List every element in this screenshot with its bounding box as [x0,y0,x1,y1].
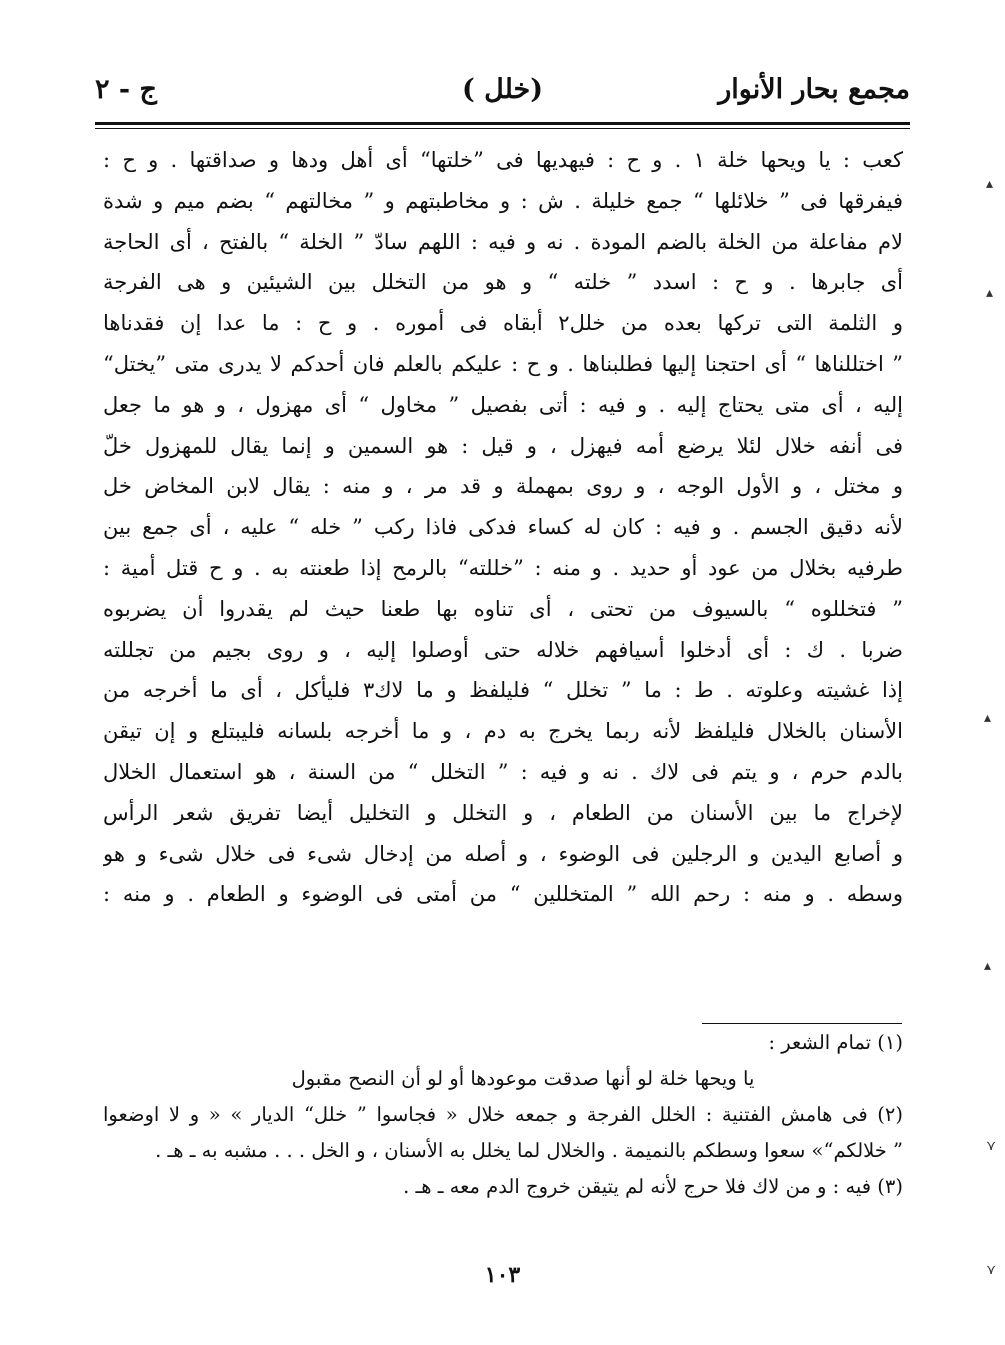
text-line: إليه ، أى متى يحتاج إليه . و فيه : أتى بفصيل ” مخاول “ أى مهزول ، و هو ما جعل [103,392,903,417]
text-line: و الثلمة التى تركها بعده من خلل٢ أبقاه فى أموره . و ح : ما عدا إن فقدناها [103,311,903,336]
margin-mark: ▴ [986,285,994,301]
margin-mark: ▴ [984,958,992,974]
text-line: لأنه دقيق الجسم . و فيه : كان له كساء فدكى فاذا ركب ” خله “ عليه ، أى جمع بين [103,515,903,540]
text-line: ضربا . ك : أى أدخلوا أسيافهم خلاله حتى أوصلوا إليه ، و روى بجيم من تجللته [103,637,903,662]
text-line: فيفرقها فى ” خلائلها “ جمع خليلة . ش : و مخاطبتهم و ” مخالتهم “ بضم ميم و شدة [103,188,903,213]
text-line: لام مفاعلة من الخلة بالضم المودة . نه و فيه : اللهم سادّ ” الخلة “ بالفتح ، أى الحاجة [103,229,903,254]
running-header [95,70,910,118]
footnote-line: ” خلالكم“» سعوا وسطكم بالنميمة . والخلال لما يخلل به الأسنان ، و الخل . . . مشبه به ـ هـ . [155,1139,903,1162]
main-text [103,140,903,915]
text-line: ” فتخللوه “ بالسيوف من تحتى ، أى تناوه بها طعنا حيث لم يقدروا أن يضربوه [103,596,903,621]
page-number: ١٠٣ [484,1262,521,1288]
text-line: الأسنان بالخلال فليلفظ لأنه ربما يخرج به دم ، و ما أخرجه بلسانه فليبتلع و إن تيقن [103,719,903,744]
text-line: طرفيه بخلال من عود أو حديد . و منه : ”خللته“ بالرمح إذا طعنته به . و ح قتل أمية : [103,555,903,580]
text-line: وسطه . و منه : رحم الله ” المتخللين “ من أمتى فى الوضوء و الطعام . و منه : [103,882,903,907]
margin-mark: ▴ [986,176,994,192]
book-title: مجمع بحار الأنوار [718,74,910,105]
footnotes [103,1025,903,1205]
text-line: ” اختللناها “ أى احتجنا إليها فطلبناها . و ح : عليكم بالعلم فان أحدكم لا يدرى متى ”يختل“ [103,351,903,376]
header-rule-thin [95,128,910,129]
footnote-verse: يا ويحها خلة لو أنها صدقت موعودها أو لو أن النصح مقبول [291,1067,755,1090]
margin-mark: ▴ [984,710,992,726]
text-line: كعب : يا ويحها خلة ١ . و ح : فيهديها فى ”خلتها“ أى أهل ودها و صداقتها . و ح : [103,148,903,172]
footnote-line: (٣) فيه : و من لاك فلا حرج لأنه لم يتيقن خروج الدم معه ـ هـ . [403,1175,903,1198]
text-line: و مختل ، و الأول الوجه ، و روى بمهملة و قد مر ، و منه : يقال لابن المخاض خل [103,474,903,499]
text-line: أى جابرها . و ح : اسدد ” خلته “ و هو من التخلل بين الشيئين و هى الفرجة [103,270,903,295]
text-line: لإخراج ما بين الأسنان من الطعام ، و التخلل و التخليل أيضا تفريق شعر الرأس [103,800,903,825]
text-line: و أصابع اليدين و الرجلين فى الوضوء ، و أصله من إدخال شىء فى خلال شىء و هو [103,841,903,866]
footnote-separator [702,1023,902,1024]
text-line: فى أنفه خلال لئلا يرضع أمه فيهزل ، و قيل : هو السمين و إنما يقال للمهزول خلّ [103,433,903,458]
text-line: إذا غشيته وعلوته . ط : ما ” تخلل “ فليلفظ و ما لاك٣ فليأكل ، أى ما أخرجه من [103,678,903,703]
text-line: بالدم حرم ، و يتم فى لاك . نه و فيه : ” التخلل “ من السنة ، هو استعمال الخلال [103,759,903,784]
header-rule-thick [95,122,910,125]
volume-label: ج - ٢ [95,74,157,105]
margin-mark: ⋎ [986,1262,997,1278]
footnote-line: (٢) فى هامش الفتنية : الخلل الفرجة و جمعه خلال « فجاسوا ” خلل“ الديار » « و لا اوضعوا [103,1103,903,1126]
entry-heading: (خلل ) [461,74,544,105]
margin-mark: ⋎ [986,1138,997,1154]
footnote-line: (١) تمام الشعر : [768,1031,903,1054]
